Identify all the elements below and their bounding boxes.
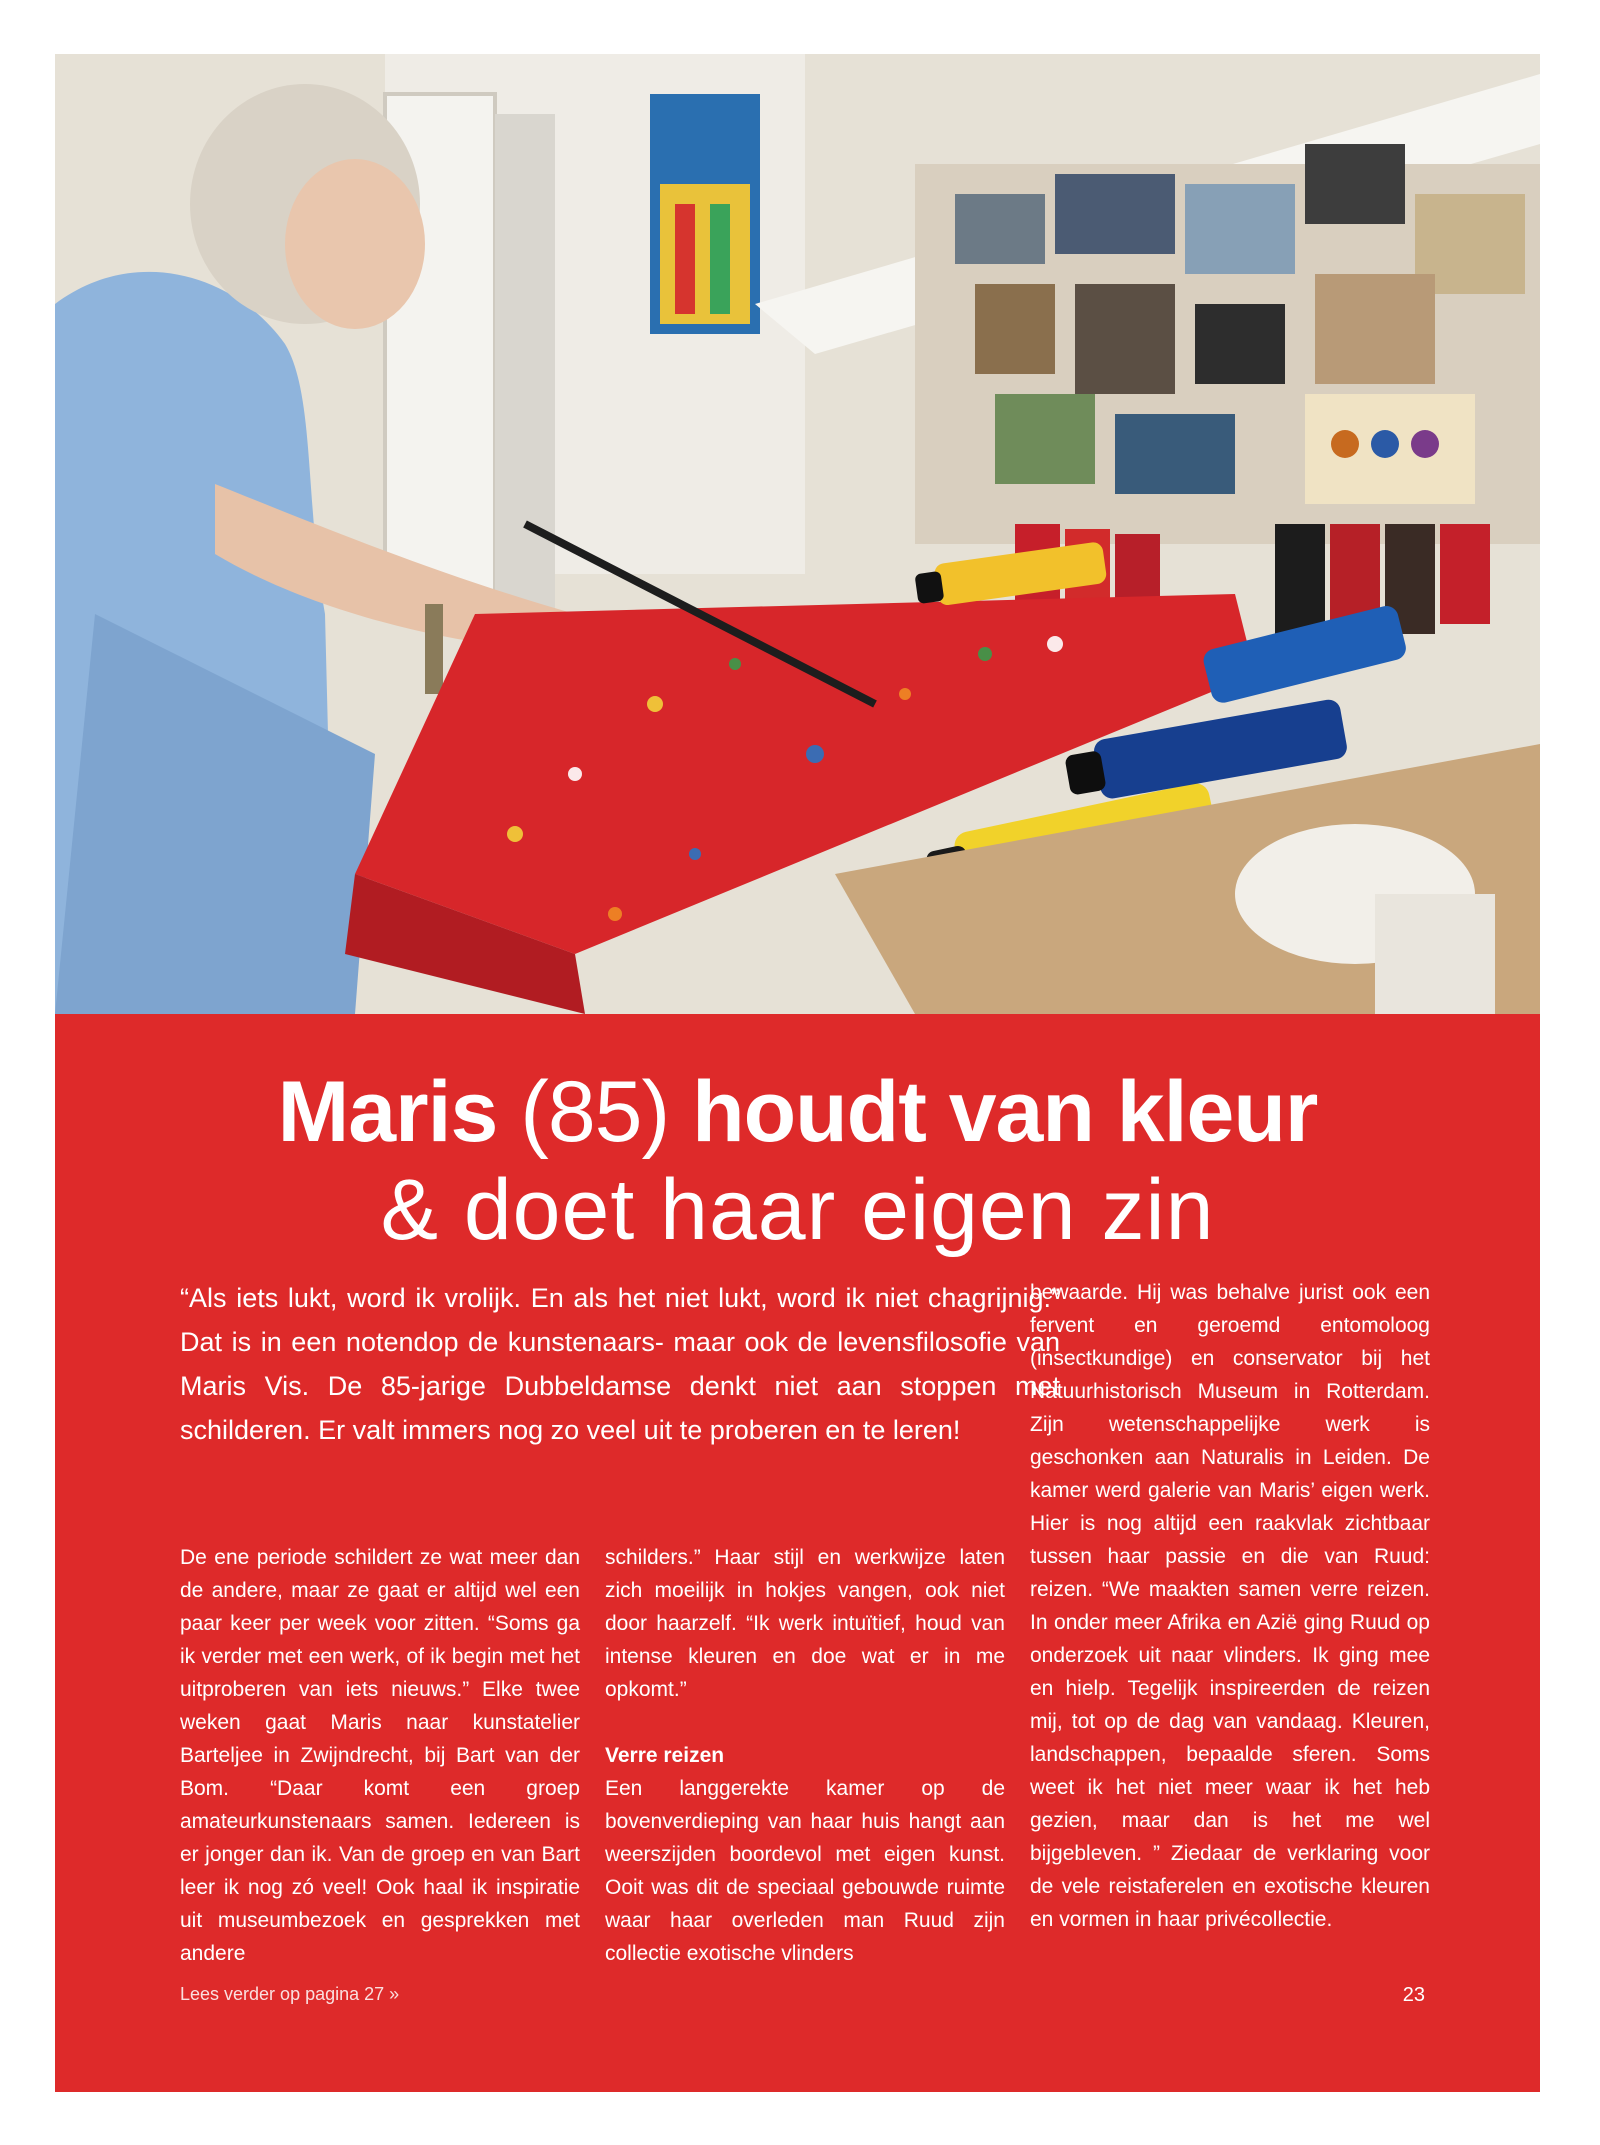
painting-scene-illustration bbox=[55, 54, 1540, 1014]
intro-paragraph: “Als iets lukt, word ik vrolijk. En als het niet lukt, word ik niet chagrijnig.” Dat is in een notendop de kunstenaars- maar ook de levensfilosofie van Maris Vis. De 85-jarige Dubbeldamse denkt niet aan stoppen met schilderen. Er valt immers nog zo veel uit te proberen en te leren! bbox=[180, 1283, 1060, 1445]
article-headline bbox=[55, 1064, 1540, 1160]
headline-name: Maris bbox=[277, 1064, 498, 1160]
body-paragraph: De ene periode schildert ze wat meer dan de andere, maar ze gaat er altijd wel een paar keer per week voor zitten. “Soms ga ik verder met een werk, of ik begin met het uitproberen van iets nieuws.” Elke twee weken gaat Maris naar kunstatelier Barteljee in Zwijndrecht, bij Bart van der Bom. “Daar komt een groep amateurkunstenaars samen. Iedereen is er jonger dan ik. Van de groep en van Bart leer ik nog zó veel! Ook haal ik inspiratie uit museumbezoek en gesprekken met andere bbox=[180, 1546, 580, 1965]
body-paragraph: Een langgerekte kamer op de bovenverdieping van haar huis hangt aan weerszijden boordevol met eigen kunst. Ooit was dit de speciaal gebouwde ruimte waar haar overleden man Ruud zijn collectie exotische vlinders bbox=[605, 1777, 1005, 1965]
page-number: 23 bbox=[1402, 1984, 1425, 2006]
body-column-3 bbox=[1030, 1276, 1430, 1936]
body-column-2 bbox=[605, 1541, 1005, 1970]
article-panel bbox=[55, 1014, 1540, 2092]
section-subheading: Verre reizen bbox=[605, 1744, 725, 1767]
body-paragraph: bewaarde. Hij was behalve jurist ook een fervent en geroemd entomoloog (insectkundige) en conservator bij het Natuurhistorisch Museum in Rotterdam. Zijn wetenschappelijke werk is geschonken aan Naturalis in Leiden. De kamer werd galerie van Maris’ eigen werk. Hier is nog altijd een raakvlak zichtbaar tussen haar passie en die van Ruud: reizen. “We maakten samen verre reizen. In onder meer Afrika en Azië ging Ruud op onderzoek uit naar vlinders. Ik ging mee en hielp. Tegelijk inspireerden de reizen mij, tot op de dag van vandaag. Kleuren, landschappen, bepaalde sferen. Soms weet ik het niet meer waar ik het heb gezien, maar dan is het me wel bijgebleven. ” Ziedaar de verklaring voor de vele reistaferelen en exotische kleuren en vormen in haar privécollectie. bbox=[1030, 1281, 1430, 1931]
body-column-1 bbox=[180, 1541, 580, 1970]
body-paragraph: schilders.” Haar stijl en werkwijze laten zich moeilijk in hokjes vangen, ook niet door haarzelf. “Ik werk intuïtief, houd van intense kleuren en doe wat er in me opkomt.” bbox=[605, 1546, 1005, 1701]
headline-age: (85) bbox=[520, 1064, 670, 1160]
continue-reading-link[interactable]: Lees verder op pagina 27 » bbox=[180, 1984, 400, 2004]
article-subheadline: & doet haar eigen zin bbox=[380, 1162, 1215, 1258]
hero-photo bbox=[55, 54, 1540, 1014]
headline-rest: houdt van kleur bbox=[692, 1064, 1318, 1160]
